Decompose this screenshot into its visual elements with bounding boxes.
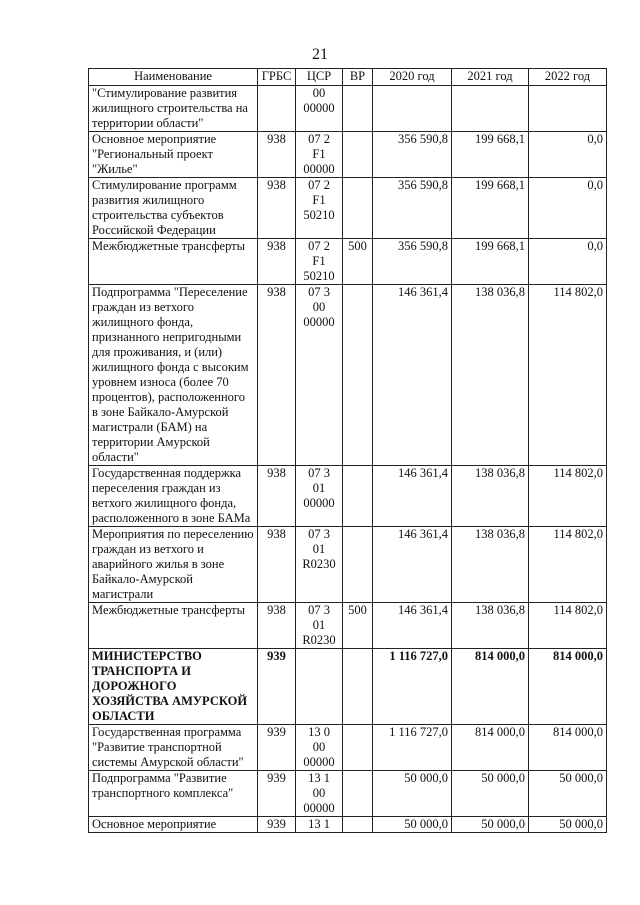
cell-csr: 07 2 F1 50210: [296, 178, 343, 239]
cell-2020: 146 361,4: [373, 285, 452, 466]
budget-table: [88, 68, 607, 833]
table-row: [89, 817, 607, 833]
cell-name: "Стимулирование развития жилищного строительства на территории области": [89, 86, 258, 132]
header-2020: 2020 год: [373, 69, 452, 86]
page-number: 21: [312, 46, 328, 63]
cell-csr: [296, 649, 343, 725]
cell-name: Основное мероприятие "Региональный проект "Жилье": [89, 132, 258, 178]
table-row: [89, 285, 607, 466]
cell-vr: [343, 725, 373, 771]
cell-csr: 13 1 00 00000: [296, 771, 343, 817]
cell-2020: 356 590,8: [373, 132, 452, 178]
cell-grbs: 939: [258, 771, 296, 817]
cell-2022: 0,0: [529, 239, 607, 285]
cell-2022: 50 000,0: [529, 771, 607, 817]
cell-vr: 500: [343, 603, 373, 649]
cell-2020: 50 000,0: [373, 771, 452, 817]
cell-csr: 07 3 01 R0230: [296, 603, 343, 649]
cell-csr: 13 1: [296, 817, 343, 833]
cell-name: Межбюджетные трансферты: [89, 603, 258, 649]
cell-grbs: 938: [258, 132, 296, 178]
cell-csr: 07 3 00 00000: [296, 285, 343, 466]
cell-grbs: 938: [258, 603, 296, 649]
cell-2021: [452, 86, 529, 132]
cell-csr: 00 00000: [296, 86, 343, 132]
cell-grbs: 939: [258, 649, 296, 725]
cell-2021: 50 000,0: [452, 817, 529, 833]
cell-2022: 114 802,0: [529, 466, 607, 527]
table-row: [89, 725, 607, 771]
cell-2020: 1 116 727,0: [373, 649, 452, 725]
cell-2020: 146 361,4: [373, 603, 452, 649]
table-row: [89, 466, 607, 527]
cell-2021: 138 036,8: [452, 285, 529, 466]
table-header-row: [89, 69, 607, 86]
cell-2020: 146 361,4: [373, 466, 452, 527]
cell-2022: [529, 86, 607, 132]
cell-vr: [343, 817, 373, 833]
cell-grbs: 938: [258, 527, 296, 603]
cell-grbs: 939: [258, 817, 296, 833]
cell-grbs: 939: [258, 725, 296, 771]
header-csr: ЦСР: [296, 69, 343, 86]
cell-vr: [343, 132, 373, 178]
cell-2021: 50 000,0: [452, 771, 529, 817]
table-row: [89, 603, 607, 649]
table-row: [89, 527, 607, 603]
header-vr: ВР: [343, 69, 373, 86]
table-body: [89, 86, 607, 833]
table-row: [89, 86, 607, 132]
cell-2022: 114 802,0: [529, 285, 607, 466]
cell-grbs: 938: [258, 466, 296, 527]
cell-2020: 356 590,8: [373, 178, 452, 239]
cell-2021: 199 668,1: [452, 178, 529, 239]
table-row: [89, 239, 607, 285]
cell-2020: 146 361,4: [373, 527, 452, 603]
cell-name: Подпрограмма "Переселение граждан из ветхого жилищного фонда, признанного непригодными для проживания, и (или) жилищного фонда с высоким уровнем износа (более 70 процентов), расположенного в зоне Байкало-Амурской магистрали (БАМ) на территории Амурской области": [89, 285, 258, 466]
cell-2022: 50 000,0: [529, 817, 607, 833]
cell-csr: 13 0 00 00000: [296, 725, 343, 771]
cell-vr: [343, 285, 373, 466]
cell-2021: 138 036,8: [452, 466, 529, 527]
table-row: [89, 771, 607, 817]
header-name: Наименование: [89, 69, 258, 86]
cell-2021: 138 036,8: [452, 527, 529, 603]
cell-name: Подпрограмма "Развитие транспортного комплекса": [89, 771, 258, 817]
cell-2021: 199 668,1: [452, 132, 529, 178]
cell-2022: 114 802,0: [529, 527, 607, 603]
cell-2021: 814 000,0: [452, 725, 529, 771]
table-row: [89, 178, 607, 239]
cell-name: Государственная поддержка переселения граждан из ветхого жилищного фонда, расположенного в зоне БАМа: [89, 466, 258, 527]
cell-name: Мероприятия по переселению граждан из ветхого и аварийного жилья в зоне Байкало-Амурской магистрали: [89, 527, 258, 603]
cell-2022: 0,0: [529, 178, 607, 239]
cell-2020: 1 116 727,0: [373, 725, 452, 771]
cell-name: Стимулирование программ развития жилищного строительства субъектов Российской Федерации: [89, 178, 258, 239]
cell-2022: 114 802,0: [529, 603, 607, 649]
cell-grbs: 938: [258, 178, 296, 239]
cell-name: Межбюджетные трансферты: [89, 239, 258, 285]
cell-vr: [343, 771, 373, 817]
cell-2022: 0,0: [529, 132, 607, 178]
cell-grbs: 938: [258, 239, 296, 285]
header-grbs: ГРБС: [258, 69, 296, 86]
cell-csr: 07 2 F1 00000: [296, 132, 343, 178]
cell-vr: [343, 527, 373, 603]
cell-name: Основное мероприятие: [89, 817, 258, 833]
cell-name: Государственная программа "Развитие транспортной системы Амурской области": [89, 725, 258, 771]
cell-2021: 199 668,1: [452, 239, 529, 285]
cell-csr: 07 3 01 R0230: [296, 527, 343, 603]
cell-vr: 500: [343, 239, 373, 285]
cell-grbs: 938: [258, 285, 296, 466]
cell-2022: 814 000,0: [529, 649, 607, 725]
cell-csr: 07 3 01 00000: [296, 466, 343, 527]
table-row: [89, 132, 607, 178]
cell-vr: [343, 178, 373, 239]
cell-vr: [343, 86, 373, 132]
header-2021: 2021 год: [452, 69, 529, 86]
cell-vr: [343, 466, 373, 527]
table-row: [89, 649, 607, 725]
cell-grbs: [258, 86, 296, 132]
cell-2020: 50 000,0: [373, 817, 452, 833]
cell-vr: [343, 649, 373, 725]
cell-2022: 814 000,0: [529, 725, 607, 771]
cell-2021: 814 000,0: [452, 649, 529, 725]
header-2022: 2022 год: [529, 69, 607, 86]
cell-csr: 07 2 F1 50210: [296, 239, 343, 285]
cell-2021: 138 036,8: [452, 603, 529, 649]
cell-2020: 356 590,8: [373, 239, 452, 285]
cell-2020: [373, 86, 452, 132]
cell-name: МИНИСТЕРСТВО ТРАНСПОРТА И ДОРОЖНОГО ХОЗЯЙСТВА АМУРСКОЙ ОБЛАСТИ: [89, 649, 258, 725]
